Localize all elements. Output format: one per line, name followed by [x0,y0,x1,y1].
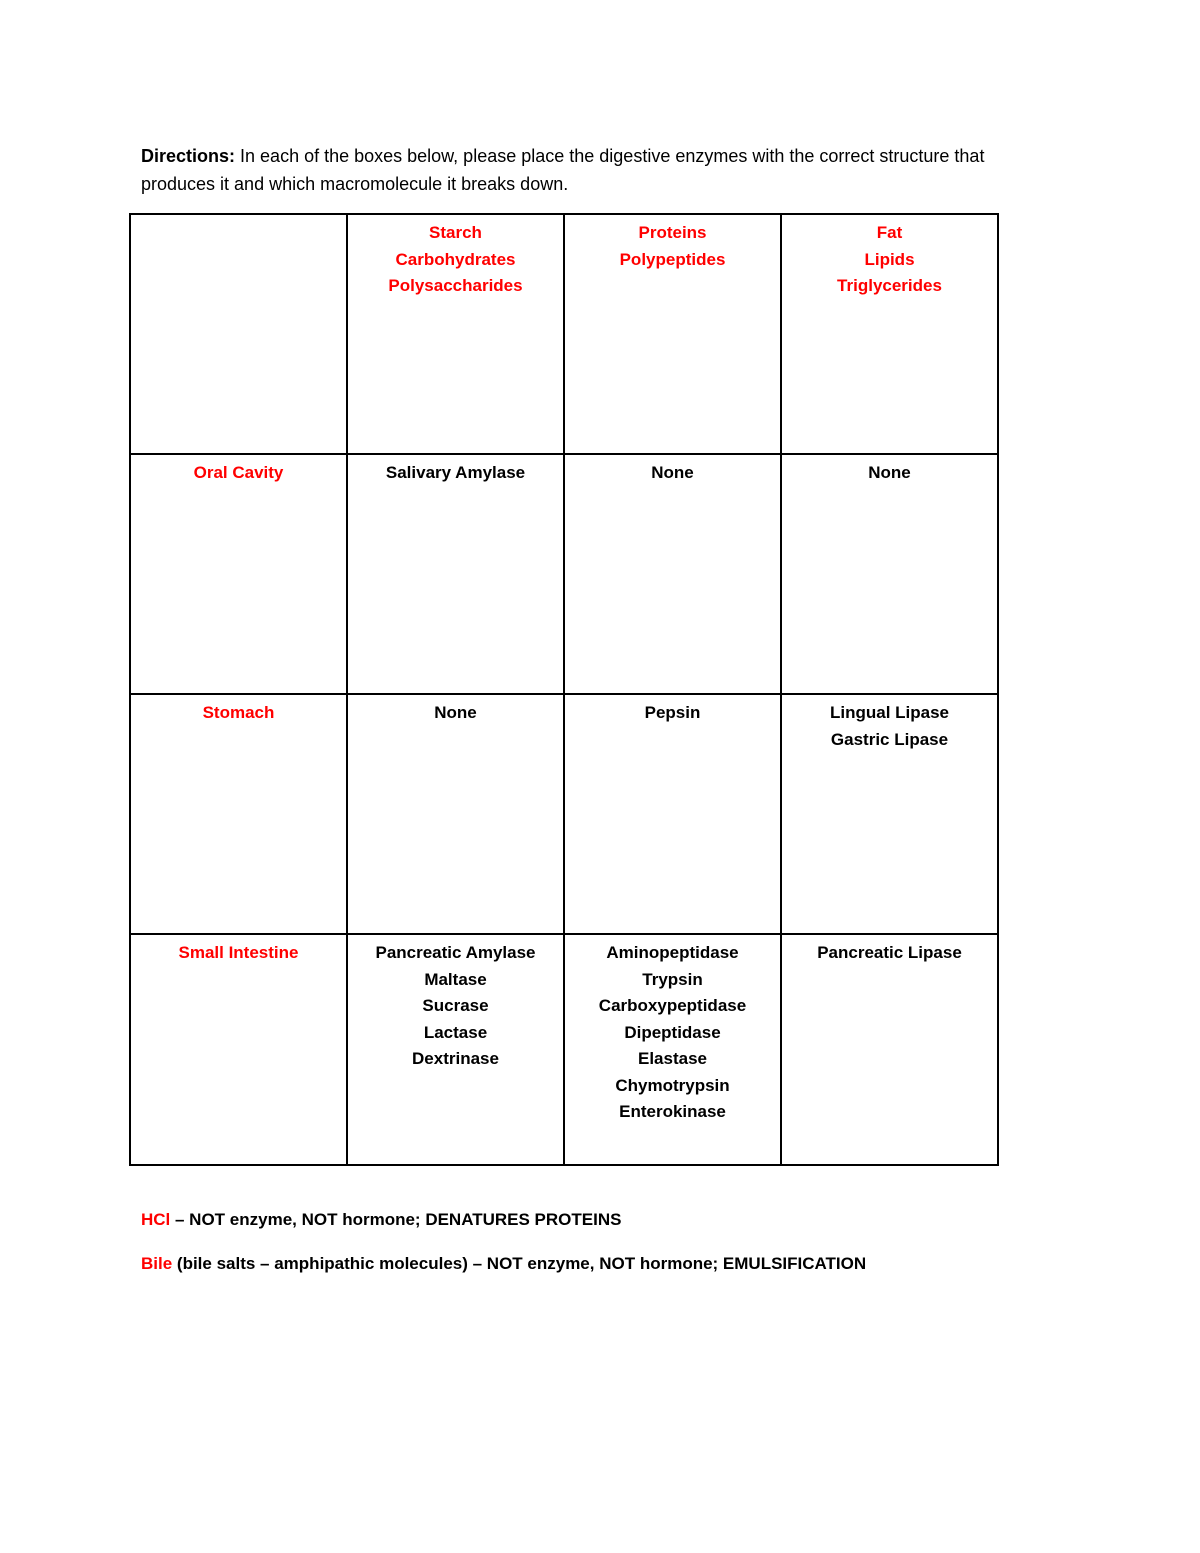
enzyme-cell [564,454,781,694]
enzyme-cell [564,934,781,1165]
header-line: Proteins [638,223,707,242]
header-cell-proteins [564,214,781,454]
enzyme-name: None [434,703,477,722]
enzyme-name: Aminopeptidase [606,943,739,962]
enzyme-name: Pancreatic Lipase [817,943,962,962]
enzyme-name: Chymotrypsin [615,1075,730,1095]
enzyme-name: Elastase [638,1049,707,1068]
enzyme-name: Lactase [423,1022,488,1042]
enzyme-name: Maltase [424,969,487,989]
enzyme-name: Pepsin [644,703,701,722]
enzyme-table [129,213,999,1166]
note-bile [141,1252,1141,1276]
header-cell-fats [781,214,998,454]
header-line: Lipids [864,249,915,269]
enzyme-name: None [868,463,911,482]
header-line: Carbohydrates [395,249,516,269]
enzyme-cell [781,934,998,1165]
enzyme-name: Lingual Lipase [829,703,950,722]
organ-label: Oral Cavity [193,463,284,482]
enzyme-name: Salivary Amylase [385,463,526,482]
directions-lead: Directions: [141,146,236,166]
enzyme-name: Carboxypeptidase [598,996,747,1015]
enzyme-name: Trypsin [642,969,703,989]
enzyme-name: None [651,463,694,482]
enzyme-cell [347,934,564,1165]
organ-cell-stomach [130,694,347,934]
note-middle: (bile salts – amphipathic molecules) [172,1254,468,1273]
enzyme-name: Dextrinase [412,1049,499,1068]
directions-paragraph [141,142,1041,198]
organ-cell-small-intestine [130,934,347,1165]
enzyme-cell [347,454,564,694]
header-line: Triglycerides [837,276,942,295]
directions-text: In each of the boxes below, please place the digestive enzymes with the correct structure that produces it and which macromolecule it breaks down. [141,146,985,194]
organ-label: Stomach [202,703,275,722]
header-cell-carbohydrates [347,214,564,454]
header-line: Starch [429,223,482,242]
enzyme-cell [781,454,998,694]
enzyme-name: Pancreatic Amylase [375,943,536,962]
header-line: Polysaccharides [388,276,523,295]
enzyme-cell [781,694,998,934]
enzyme-name: Gastric Lipase [830,729,949,749]
organ-cell-oral-cavity [130,454,347,694]
table-row [130,694,998,934]
note-term: Bile [141,1254,173,1273]
note-term: HCl [141,1210,171,1229]
note-hcl [141,1208,1141,1232]
enzyme-name: Enterokinase [619,1102,726,1121]
header-line: Polypeptides [619,249,726,269]
enzyme-cell [347,694,564,934]
note-text: – NOT enzyme, NOT hormone; EMULSIFICATION [467,1254,867,1273]
organ-label: Small Intestine [178,943,299,962]
header-line: Fat [876,223,903,242]
note-text: – NOT enzyme, NOT hormone; DENATURES PROTEINS [170,1210,622,1229]
header-cell-empty [130,214,347,454]
table-header-row [130,214,998,454]
table-row [130,934,998,1165]
enzyme-name: Sucrase [422,996,489,1015]
enzyme-cell [564,694,781,934]
enzyme-name: Dipeptidase [624,1022,721,1042]
table-row [130,454,998,694]
